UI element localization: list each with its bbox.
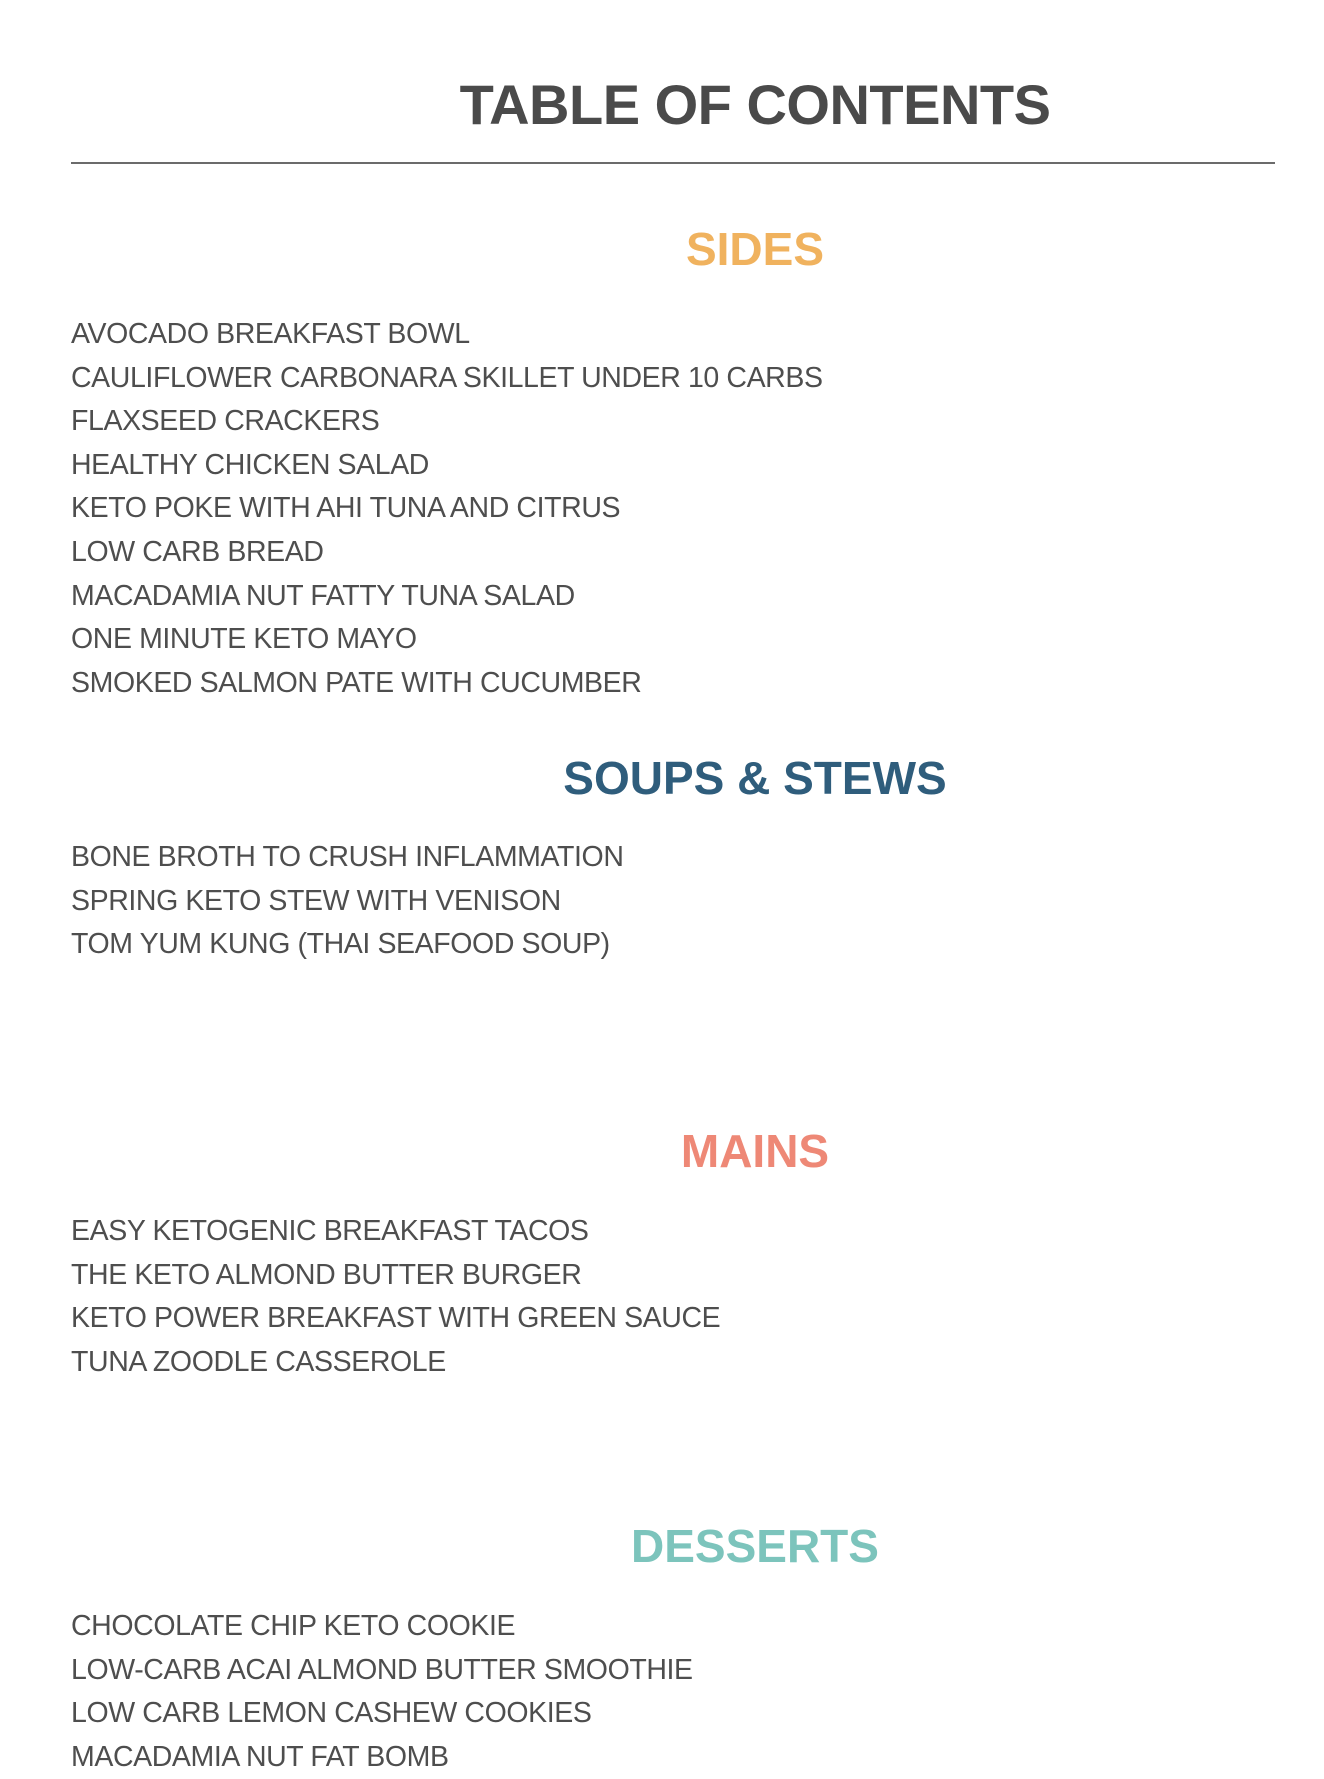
toc-entry[interactable]: MACADAMIA NUT FAT BOMB (71, 1740, 449, 1773)
toc-entry[interactable]: TUNA ZOODLE CASSEROLE (71, 1345, 446, 1378)
section-list-sides (71, 313, 823, 705)
toc-entry[interactable]: MACADAMIA NUT FATTY TUNA SALAD (71, 579, 575, 612)
toc-entry[interactable]: HEALTHY CHICKEN SALAD (71, 448, 429, 481)
toc-entry[interactable]: THE KETO ALMOND BUTTER BURGER (71, 1258, 582, 1291)
toc-entry[interactable]: LOW CARB LEMON CASHEW COOKIES (71, 1697, 592, 1730)
toc-entry[interactable]: SMOKED SALMON PATE WITH CUCUMBER (71, 666, 642, 699)
toc-entry[interactable]: LOW-CARB ACAI ALMOND BUTTER SMOOTHIE (71, 1653, 693, 1686)
toc-entry[interactable]: SPRING KETO STEW WITH VENISON (71, 884, 561, 917)
page-title: TABLE OF CONTENTS (459, 73, 1051, 136)
section-heading-soups-stews: SOUPS & STEWS (563, 752, 947, 804)
section-list-desserts (71, 1605, 693, 1779)
toc-entry[interactable]: FLAXSEED CRACKERS (71, 405, 380, 438)
toc-entry[interactable]: KETO POKE WITH AHI TUNA AND CITRUS (71, 492, 621, 525)
section-list-mains (71, 1210, 720, 1384)
toc-entry[interactable]: BONE BROTH TO CRUSH INFLAMMATION (71, 841, 624, 873)
section-list-soups-stews (71, 836, 624, 967)
toc-entry[interactable]: CHOCOLATE CHIP KETO COOKIE (71, 1610, 516, 1642)
section-heading-desserts: DESSERTS (631, 1520, 879, 1572)
toc-entry[interactable]: LOW CARB BREAD (71, 535, 324, 568)
toc-entry[interactable]: ONE MINUTE KETO MAYO (71, 623, 417, 656)
toc-entry[interactable]: CAULIFLOWER CARBONARA SKILLET UNDER 10 CARBS (71, 361, 823, 394)
toc-entry[interactable]: TOM YUM KUNG (THAI SEAFOOD SOUP) (71, 928, 610, 961)
toc-entry[interactable]: EASY KETOGENIC BREAKFAST TACOS (71, 1215, 589, 1247)
title-divider (71, 162, 1275, 164)
toc-entry[interactable]: AVOCADO BREAKFAST BOWL (71, 318, 470, 350)
toc-entry[interactable]: KETO POWER BREAKFAST WITH GREEN SAUCE (71, 1302, 721, 1335)
section-heading-sides: SIDES (685, 223, 825, 275)
section-heading-mains: MAINS (680, 1125, 830, 1177)
